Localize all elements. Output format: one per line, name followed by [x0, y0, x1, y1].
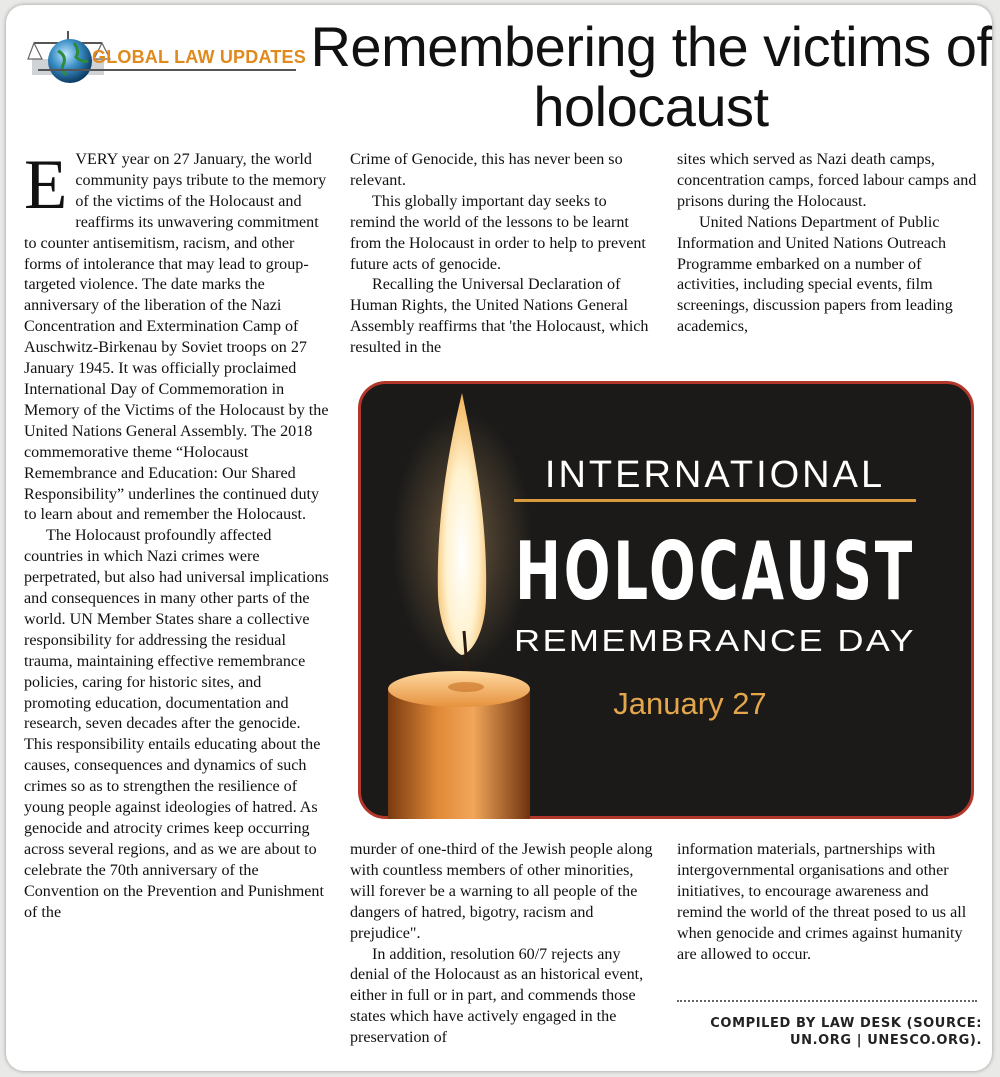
dotted-divider [677, 1000, 977, 1002]
paragraph: sites which served as Nazi death camps, concentration camps, forced labour camps and prisons during the Holocaust. [677, 151, 977, 210]
article-column-3-top [677, 150, 977, 338]
paragraph: United Nations Department of Public Information and United Nations Outreach Programme embarked on a number of activities, including special events, film screenings, discussion papers from leading academics, [677, 213, 953, 336]
paragraph: Crime of Genocide, this has never been so relevant. [350, 151, 623, 189]
paragraph: EVERY year on 27 January, the world community pays tribute to the memory of the victims of the Holocaust and reaffirms its unwavering commitment to counter antisemitism, racism, and other forms of intolerance that may lead to group-targeted violence. The date marks the anniversary of the liberation of the Nazi Concentration and Extermination Camp of Auschwitz-Birkenau by Soviet troops on 27 January 1945. It was officially proclaimed International Day of Commemoration in Memory of the Victims of the Holocaust by the United Nations General Assembly. The 2018 commemorative theme “Holocaust Remembrance and Education: Our Shared Responsibility” underlines the continued duty to learn about and remember the Holocaust. [24, 146, 329, 524]
headline: Remembering the victims of holocaust [310, 15, 992, 138]
section-label: GLOBAL LAW UPDATES [92, 47, 306, 67]
holocaust-remembrance-poster [358, 381, 974, 819]
paragraph: The Holocaust profoundly affected countries in which Nazi crimes were perpetrated, but also had universal implications and consequences in many other parts of the world. UN Member States share a collective responsibility for addressing the residual trauma, maintaining effective remembrance policies, caring for historic sites, and promoting education, documentation and research, seven decades after the genocide. This responsibility entails educating about the causes, consequences and dynamics of such crimes so as to strengthen the resilience of young people against ideologies of hatred. As genocide and atrocity crimes keep occurring across several regions, and as we are about to celebrate the 70th anniversary of the Convention on the Prevention and Punishment of the [24, 527, 329, 921]
article-column-1 [24, 146, 332, 924]
poster-line-3: REMEMBRANCE DAY [514, 623, 916, 658]
paragraph: murder of one-third of the Jewish people along with countless members of other minorities, will forever be a warning to all people of the dangers of hatred, bigotry, racism and prejudice". [350, 841, 653, 942]
credit-line-1: COMPILED BY LAW DESK (SOURCE: [710, 1016, 982, 1031]
article-column-3-bottom [677, 840, 977, 965]
paragraph: information materials, partnerships with intergovernmental organisations and other initiatives, to encourage awareness and remind the world of the threat posed to us all when genocide and crimes against humanity are allowed to occur. [677, 841, 967, 963]
source-credit [677, 1015, 982, 1049]
article-column-2-top [350, 150, 654, 359]
poster-line-1: INTERNATIONAL [544, 454, 886, 496]
article-column-2-bottom [350, 840, 654, 1049]
drop-cap: E [24, 146, 68, 224]
paragraph: Recalling the Universal Declaration of Human Rights, the United Nations General Assembly reaffirms that 'the Holocaust, which resulted in the [350, 276, 649, 357]
section-rule [38, 69, 296, 71]
newspaper-page [6, 5, 992, 1071]
poster-date: January 27 [613, 686, 767, 721]
paragraph: In addition, resolution 60/7 rejects any denial of the Holocaust as an historical event, either in full or in part, and commends those states which have actively engaged in the preservation of [350, 945, 644, 1047]
credit-line-2: UN.ORG | UNESCO.ORG). [789, 1033, 982, 1048]
poster-rule [514, 499, 916, 502]
paragraph: This globally important day seeks to remind the world of the lessons to be learnt from the Holocaust in order to help to prevent future acts of genocide. [350, 192, 646, 273]
poster-line-2: HOLOCAUST [515, 525, 915, 618]
